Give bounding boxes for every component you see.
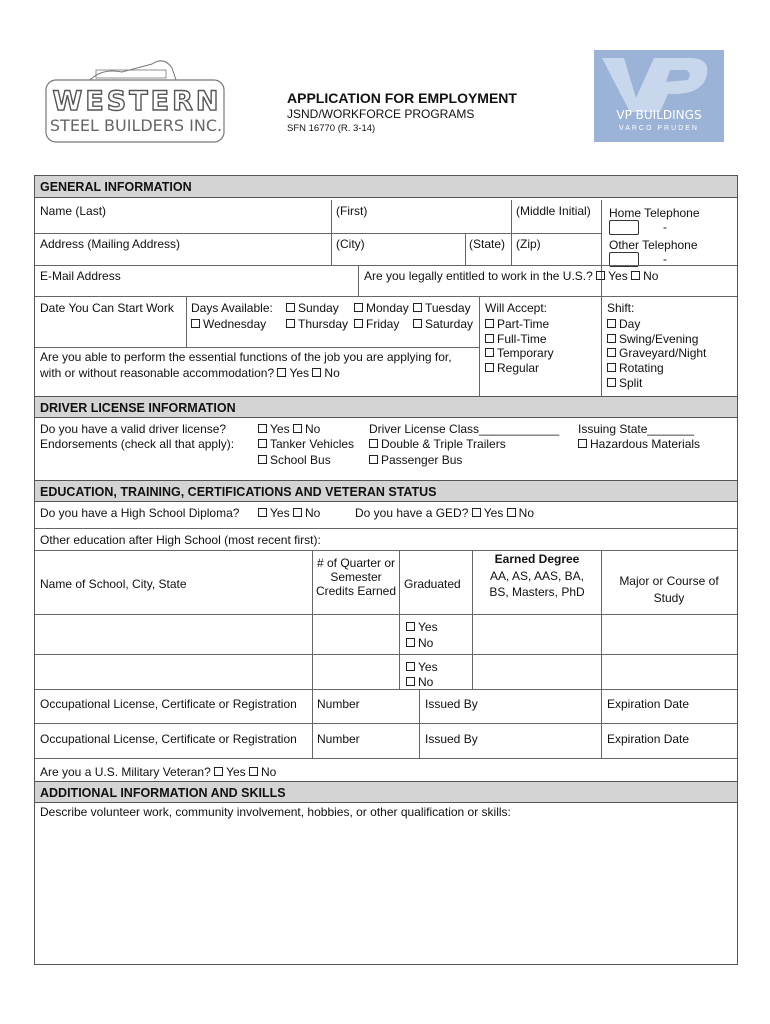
western-logo [42, 50, 228, 144]
describe-skills-label: Describe volunteer work, community involvement, hobbies, or other qualification or skills: [40, 805, 511, 819]
address-field[interactable]: Address (Mailing Address) [40, 237, 181, 251]
western-logo-text: WESTERN [52, 86, 222, 117]
occ-issued-2[interactable]: Issued By [425, 732, 478, 746]
legal-no-label: No [643, 269, 659, 283]
shift-graveyard[interactable]: Graveyard/Night [607, 346, 706, 360]
email-field[interactable]: E-Mail Address [40, 269, 121, 283]
state-field[interactable]: (State) [469, 237, 506, 251]
endorse-passenger-bus[interactable]: Passenger Bus [369, 453, 462, 467]
city-field[interactable]: (City) [336, 237, 365, 251]
will-accept-label: Will Accept: [485, 301, 548, 315]
hs-no[interactable]: No [293, 506, 320, 520]
hs-yes[interactable]: Yes [258, 506, 290, 520]
col-graduated: Graduated [404, 577, 461, 591]
accept-temporary[interactable]: Temporary [485, 346, 554, 360]
day-tuesday[interactable]: Tuesday [413, 301, 471, 315]
col-school: Name of School, City, State [40, 577, 187, 591]
day-thursday[interactable]: Thursday [286, 317, 348, 331]
legally-entitled-question [364, 269, 658, 283]
essential-functions-line2: with or without reasonable accommodation? Yes No [40, 366, 340, 380]
section-education: EDUCATION, TRAINING, CERTIFICATIONS AND VETERAN STATUS [35, 480, 737, 502]
license-yes[interactable]: Yes [258, 422, 290, 436]
endorse-tanker[interactable]: Tanker Vehicles [258, 437, 354, 451]
license-class-field[interactable]: Driver License Class____________ [369, 422, 560, 436]
accept-regular[interactable]: Regular [485, 361, 539, 375]
shift-rotating[interactable]: Rotating [607, 361, 664, 375]
section-general: GENERAL INFORMATION [35, 176, 737, 198]
col-degree: AA, AS, AAS, BA, BS, Masters, PhD [489, 569, 585, 599]
form-subtitle: JSND/WORKFORCE PROGRAMS [287, 107, 475, 121]
day-wednesday[interactable]: Wednesday [191, 317, 266, 331]
day-monday[interactable]: Monday [354, 301, 409, 315]
legal-yes-label: Yes [608, 269, 628, 283]
row1-grad-yes[interactable]: Yes [406, 620, 438, 634]
valid-license-question: Do you have a valid driver license? [40, 422, 227, 436]
issuing-state-field[interactable]: Issuing State_______ [578, 422, 695, 436]
home-telephone-field[interactable]: Home Telephone [609, 206, 700, 220]
veteran-question: Are you a U.S. Military Veteran? Yes No [40, 765, 277, 779]
endorse-hazardous[interactable]: Hazardous Materials [578, 437, 700, 451]
legal-yes-checkbox[interactable] [596, 271, 605, 280]
vp-logo [594, 50, 724, 142]
essential-yes-checkbox[interactable] [277, 368, 286, 377]
occ-issued-1[interactable]: Issued By [425, 697, 478, 711]
skills-textarea[interactable] [35, 822, 737, 964]
occ-expiration-1[interactable]: Expiration Date [607, 697, 690, 711]
application-form [34, 175, 738, 965]
row2-grad-yes[interactable]: Yes [406, 660, 438, 674]
section-additional: ADDITIONAL INFORMATION AND SKILLS [35, 781, 737, 803]
veteran-yes-checkbox[interactable] [214, 767, 223, 776]
col-degree-title: Earned Degree [494, 552, 580, 566]
section-driver-license: DRIVER LICENSE INFORMATION [35, 396, 737, 418]
occ-number-1[interactable]: Number [317, 697, 360, 711]
home-area-code-box[interactable] [609, 220, 639, 235]
ged-no-checkbox[interactable] [507, 508, 516, 517]
start-date-field[interactable]: Date You Can Start Work [40, 301, 174, 315]
ged-question: Do you have a GED? Yes No [355, 506, 535, 520]
hs-diploma-question: Do you have a High School Diploma? [40, 506, 240, 520]
day-sunday[interactable]: Sunday [286, 301, 339, 315]
legal-no-checkbox[interactable] [631, 271, 640, 280]
day-saturday[interactable]: Saturday [413, 317, 473, 331]
vp-logo-subtext: VARCO PRUDEN [619, 125, 699, 132]
occ-expiration-2[interactable]: Expiration Date [607, 732, 690, 746]
shift-swing[interactable]: Swing/Evening [607, 332, 698, 346]
western-logo-subtext: STEEL BUILDERS INC. [49, 116, 223, 135]
other-telephone-field[interactable]: Other Telephone [609, 238, 698, 252]
day-friday[interactable]: Friday [354, 317, 399, 331]
legally-entitled-label: Are you legally entitled to work in the U.S.? [364, 269, 593, 283]
name-last-field[interactable]: Name (Last) [40, 204, 107, 218]
license-no[interactable]: No [293, 422, 320, 436]
essential-no-checkbox[interactable] [312, 368, 321, 377]
occ-number-2[interactable]: Number [317, 732, 360, 746]
form-title: APPLICATION FOR EMPLOYMENT [287, 90, 517, 106]
essential-functions-line1: Are you able to perform the essential functions of the job you are applying for, [40, 350, 452, 364]
row1-grad-no[interactable]: No [406, 636, 433, 650]
accept-full-time[interactable]: Full-Time [485, 332, 547, 346]
ged-yes-checkbox[interactable] [472, 508, 481, 517]
first-name-field[interactable]: (First) [336, 204, 368, 218]
vp-logo-text: VP BUILDINGS [616, 108, 702, 122]
occ-license-1[interactable]: Occupational License, Certificate or Registration [40, 697, 297, 711]
col-major: Major or Course of Study [619, 574, 719, 605]
other-education-label: Other education after High School (most recent first): [40, 533, 321, 547]
days-available-label: Days Available: [191, 301, 273, 315]
shift-day[interactable]: Day [607, 317, 640, 331]
endorsements-label: Endorsements (check all that apply): [40, 437, 235, 451]
middle-initial-field[interactable]: (Middle Initial) [516, 204, 591, 218]
form-number: SFN 16770 (R. 3-14) [287, 123, 376, 134]
endorse-double-triple[interactable]: Double & Triple Trailers [369, 437, 506, 451]
shift-label: Shift: [607, 301, 635, 315]
col-credits: # of Quarter or Semester Credits Earned [315, 556, 397, 598]
endorse-school-bus[interactable]: School Bus [258, 453, 331, 467]
row2-grad-no[interactable]: No [406, 675, 433, 689]
zip-field[interactable]: (Zip) [516, 237, 541, 251]
accept-part-time[interactable]: Part-Time [485, 317, 549, 331]
veteran-no-checkbox[interactable] [249, 767, 258, 776]
other-phone-dash: - [663, 252, 667, 266]
shift-split[interactable]: Split [607, 376, 642, 390]
home-phone-dash: - [663, 220, 667, 234]
occ-license-2[interactable]: Occupational License, Certificate or Registration [40, 732, 297, 746]
